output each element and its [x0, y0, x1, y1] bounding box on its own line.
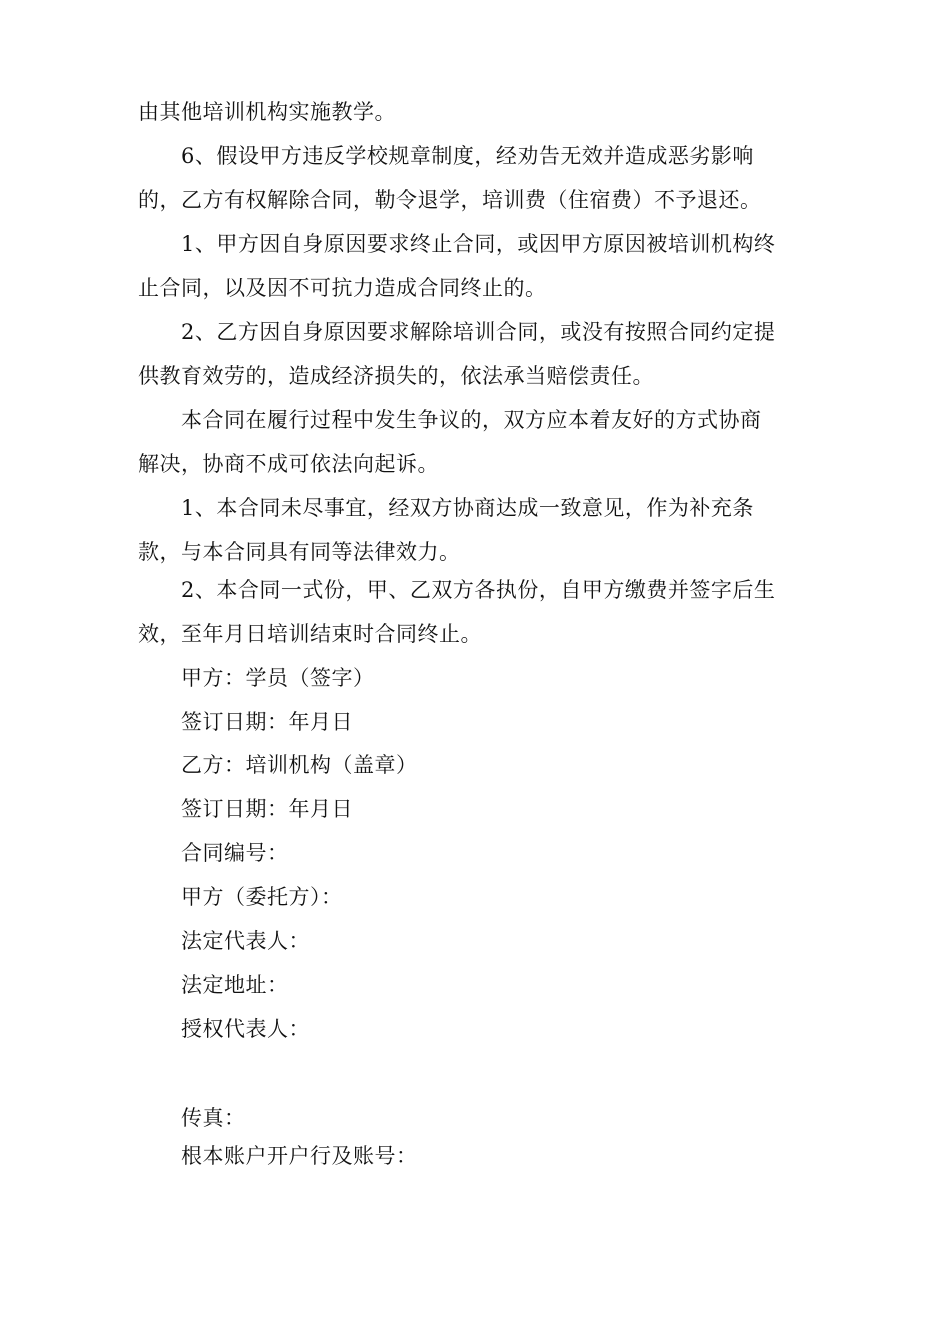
text-line: 传真：: [181, 1106, 246, 1130]
text-line: 1、本合同未尽事宜，经双方协商达成一致意见，作为补充条: [181, 496, 754, 520]
text-line: 止合同，以及因不可抗力造成合同终止的。: [138, 276, 547, 300]
text-line: 本合同在履行过程中发生争议的，双方应本着友好的方式协商: [181, 408, 762, 432]
text-line: 签订日期：年月日: [181, 710, 353, 734]
text-line: 甲方：学员（签字）: [181, 666, 375, 690]
text-line: 签订日期：年月日: [181, 797, 353, 821]
text-line: 2、乙方因自身原因要求解除培训合同，或没有按照合同约定提: [181, 320, 776, 344]
text-line: 法定代表人：: [181, 929, 310, 953]
text-line: 由其他培训机构实施教学。: [138, 100, 396, 124]
text-line: 甲方（委托方）：: [181, 885, 343, 909]
text-line: 6、假设甲方违反学校规章制度，经劝告无效并造成恶劣影响: [181, 144, 754, 168]
text-line: 解决，协商不成可依法向起诉。: [138, 452, 439, 476]
text-line: 授权代表人：: [181, 1017, 310, 1041]
text-line: 款，与本合同具有同等法律效力。: [138, 540, 461, 564]
text-line: 供教育效劳的，造成经济损失的，依法承当赔偿责任。: [138, 364, 654, 388]
text-line: 的，乙方有权解除合同，勒令退学，培训费（住宿费）不予退还。: [138, 188, 762, 212]
text-line: 2、本合同一式份，甲、乙双方各执份，自甲方缴费并签字后生: [181, 578, 776, 602]
text-line: 根本账户开户行及账号：: [181, 1144, 418, 1168]
text-line: 合同编号：: [181, 841, 289, 865]
text-line: 法定地址：: [181, 973, 289, 997]
text-line: 乙方：培训机构（盖章）: [181, 753, 418, 777]
text-line: 1、甲方因自身原因要求终止合同，或因甲方原因被培训机构终: [181, 232, 776, 256]
text-line: 效，至年月日培训结束时合同终止。: [138, 622, 482, 646]
